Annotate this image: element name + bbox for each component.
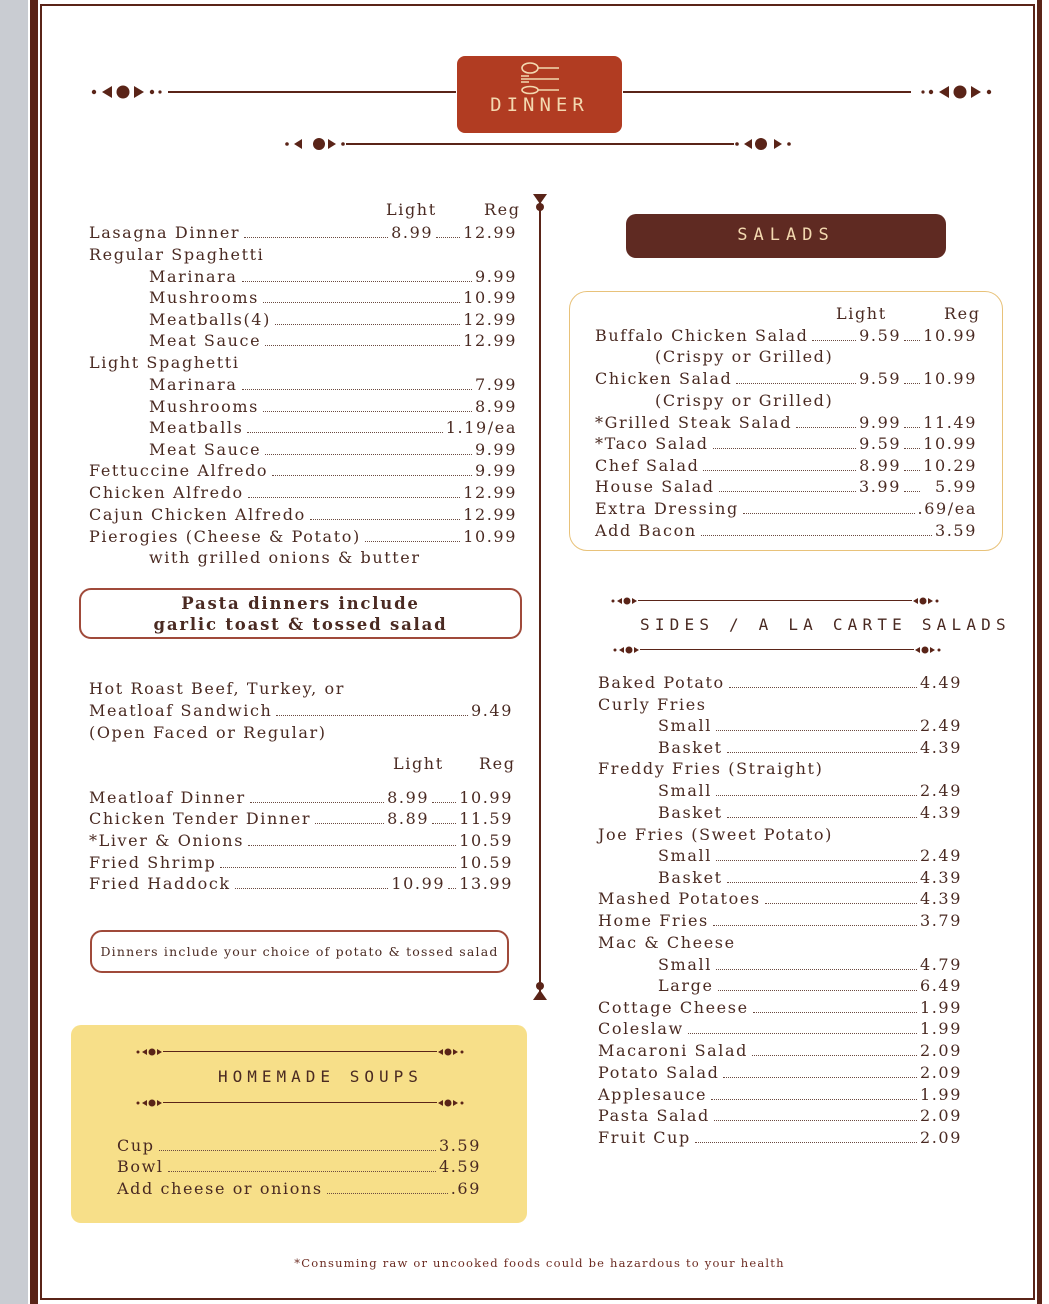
menu-item-lasagna	[89, 222, 517, 244]
flourish-icon	[912, 644, 942, 656]
flourish-icon	[910, 595, 940, 607]
item-price: 8.99	[474, 397, 517, 416]
flourish-icon	[90, 85, 180, 99]
item-name: Small	[658, 716, 712, 735]
item-name: Add Bacon	[595, 521, 697, 540]
utensils-icon	[515, 59, 565, 95]
salad-item	[595, 433, 977, 455]
item-name: Meat Sauce	[149, 331, 262, 350]
salads-badge	[626, 214, 946, 258]
item-name: Applesauce	[598, 1085, 708, 1104]
item-price: 7.99	[474, 375, 517, 394]
side-item	[598, 672, 962, 694]
header-ornament-right	[623, 86, 991, 98]
item-name: Meat Sauce	[149, 440, 262, 459]
salad-item	[595, 412, 977, 434]
side-item	[598, 1084, 962, 1106]
divider-cap-bottom-icon	[532, 978, 548, 1002]
salad-item	[595, 476, 977, 498]
item-name: *Liver & Onions	[89, 831, 244, 850]
price-reg: 10.99	[459, 788, 513, 807]
price-light: 8.99	[859, 456, 902, 475]
pasta-note-line-1: Pasta dinners include	[181, 594, 420, 613]
salads-light-header: Light	[836, 304, 887, 323]
item-name: Lasagna Dinner	[89, 223, 241, 242]
salad-item	[595, 325, 977, 347]
item-price: 9.99	[474, 440, 517, 459]
pasta-note-box	[79, 588, 522, 639]
item-name: Fruit Cup	[598, 1128, 691, 1147]
item-name: Basket	[658, 738, 723, 757]
price-light: 9.59	[859, 326, 902, 345]
menu-item	[149, 287, 517, 309]
flourish-icon	[135, 1097, 165, 1109]
item-price: 2.49	[919, 846, 962, 865]
divider-cap-top-icon	[532, 192, 548, 216]
flourish-icon	[907, 85, 997, 99]
sides-ornament-bottom	[612, 644, 942, 656]
item-name: Cottage Cheese	[598, 998, 749, 1017]
item-name: Marinara	[149, 375, 238, 394]
soups-ornament-top	[135, 1046, 465, 1058]
item-name: Fettuccine Alfredo	[89, 461, 269, 480]
price-light: 9.59	[859, 434, 902, 453]
item-price: 2.09	[919, 1063, 962, 1082]
soup-item	[117, 1135, 481, 1157]
dinner-title: DINNER	[490, 94, 589, 116]
col-reg-header: Reg	[484, 200, 521, 219]
item-price: 10.99	[463, 527, 517, 546]
menu-item	[89, 852, 513, 874]
menu-item	[89, 460, 517, 482]
menu-item	[89, 482, 517, 504]
item-price: 2.49	[919, 716, 962, 735]
item-price: 1.99	[919, 998, 962, 1017]
header-ornament-lower	[284, 138, 796, 150]
flourish-icon	[435, 1046, 465, 1058]
item-name: Meatballs	[149, 418, 244, 437]
price-light: 8.89	[387, 809, 430, 828]
item-name: Add cheese or onions	[117, 1179, 323, 1198]
item-name: *Taco Salad	[595, 434, 709, 453]
dinner-badge	[457, 56, 622, 133]
side-item	[598, 910, 962, 932]
side-item	[658, 975, 962, 997]
side-item	[598, 1040, 962, 1062]
menu-item	[149, 417, 517, 439]
price-reg: 11.49	[923, 413, 977, 432]
column-divider	[539, 196, 541, 996]
item-name: Home Fries	[598, 911, 709, 930]
item-name: Chicken Tender Dinner	[89, 809, 312, 828]
menu-item	[89, 504, 517, 526]
item-name: House Salad	[595, 477, 715, 496]
item-name: Chicken Salad	[595, 369, 733, 388]
price-reg: 10.99	[923, 369, 977, 388]
price-reg: 5.99	[934, 477, 977, 496]
flourish-icon	[435, 1097, 465, 1109]
item-name: Basket	[658, 803, 723, 822]
menu-item-sandwich	[89, 700, 513, 722]
price-reg: 12.99	[463, 223, 517, 242]
flourish-icon	[135, 1046, 165, 1058]
item-price: 4.49	[919, 673, 962, 692]
item-name: Pierogies (Cheese & Potato)	[89, 527, 361, 546]
category-light-spaghetti: Light Spaghetti	[89, 353, 240, 372]
item-name: Chicken Alfredo	[89, 483, 244, 502]
item-price: 12.99	[463, 483, 517, 502]
soup-item	[117, 1156, 481, 1178]
side-item	[658, 780, 962, 802]
item-price: 3.59	[438, 1136, 481, 1155]
menu-item	[89, 787, 513, 809]
item-name: Fried Haddock	[89, 874, 231, 893]
menu-item	[89, 808, 513, 830]
sides-ornament-top	[610, 595, 940, 607]
item-price: .69	[450, 1179, 481, 1198]
item-name: Buffalo Chicken Salad	[595, 326, 809, 345]
price-light: 8.99	[391, 223, 434, 242]
page-edge	[0, 0, 28, 1304]
item-price: 10.59	[459, 831, 513, 850]
item-price: 12.99	[463, 310, 517, 329]
salads-reg-header: Reg	[944, 304, 981, 323]
item-name: Chef Salad	[595, 456, 700, 475]
menu-item	[89, 526, 517, 548]
item-name: Extra Dressing	[595, 499, 739, 518]
side-item	[598, 997, 962, 1019]
menu-item	[149, 266, 517, 288]
item-price: 2.09	[919, 1106, 962, 1125]
salad-item	[595, 498, 977, 520]
item-price: 12.99	[463, 331, 517, 350]
col2-light-header: Light	[393, 754, 444, 773]
soups-title: HOMEMADE SOUPS	[218, 1067, 423, 1086]
pierogies-note: with grilled onions & butter	[149, 548, 421, 567]
side-category: Curly Fries	[598, 695, 707, 714]
item-name: Marinara	[149, 267, 238, 286]
item-price: 4.39	[919, 738, 962, 757]
category-regular-spaghetti: Regular Spaghetti	[89, 245, 265, 264]
menu-item	[149, 330, 517, 352]
item-name: Meatloaf Dinner	[89, 788, 246, 807]
menu-item	[149, 374, 517, 396]
item-price: 4.79	[919, 955, 962, 974]
item-price: 2.09	[919, 1128, 962, 1147]
item-name: Fried Shrimp	[89, 853, 217, 872]
side-item	[658, 867, 962, 889]
item-name: Mushrooms	[149, 397, 259, 416]
price-light: 8.99	[387, 788, 430, 807]
menu-item	[149, 439, 517, 461]
item-name: Cup	[117, 1136, 155, 1155]
flourish-icon	[612, 644, 642, 656]
item-name: Meatloaf Sandwich	[89, 701, 273, 720]
item-price: 9.99	[474, 461, 517, 480]
side-item	[658, 845, 962, 867]
item-price: 12.99	[463, 505, 517, 524]
item-name: Mashed Potatoes	[598, 889, 761, 908]
flourish-icon	[610, 595, 640, 607]
sides-title: SIDES / A LA CARTE SALADS	[640, 615, 1011, 634]
side-item	[658, 802, 962, 824]
item-name: *Grilled Steak Salad	[595, 413, 793, 432]
menu-item	[149, 396, 517, 418]
sandwich-line-1: Hot Roast Beef, Turkey, or	[89, 679, 346, 698]
side-item	[658, 737, 962, 759]
item-price: 9.99	[474, 267, 517, 286]
price-reg: 13.99	[459, 874, 513, 893]
item-price: 2.49	[919, 781, 962, 800]
price-light: 9.59	[859, 369, 902, 388]
salad-item	[595, 520, 977, 542]
sandwich-line-3: (Open Faced or Regular)	[89, 723, 327, 742]
item-price: 10.59	[459, 853, 513, 872]
price-reg: 10.29	[923, 456, 977, 475]
item-price: 4.59	[438, 1157, 481, 1176]
item-price: 1.99	[919, 1019, 962, 1038]
salads-title: SALADS	[737, 225, 835, 245]
item-name: Macaroni Salad	[598, 1041, 749, 1060]
item-name: Mushrooms	[149, 288, 259, 307]
salad-item	[595, 368, 977, 390]
item-name: Coleslaw	[598, 1019, 684, 1038]
dinner-note: Dinners include your choice of potato & tossed salad	[100, 944, 499, 959]
item-name: Cajun Chicken Alfredo	[89, 505, 306, 524]
price-light: 3.99	[858, 477, 901, 496]
salad-note: (Crispy or Grilled)	[655, 347, 834, 366]
side-item	[598, 1105, 962, 1127]
price-reg: 10.99	[923, 326, 977, 345]
item-price: 1.19/ea	[445, 418, 517, 437]
item-price: 10.99	[463, 288, 517, 307]
price-light: 10.99	[391, 874, 446, 893]
item-price: 4.39	[919, 803, 962, 822]
item-price: 4.39	[919, 868, 962, 887]
menu-item	[89, 873, 513, 895]
item-name: Bowl	[117, 1157, 164, 1176]
item-price: 3.59	[934, 521, 977, 540]
side-item	[658, 715, 962, 737]
col-light-header: Light	[386, 200, 437, 219]
header-ornament-left	[90, 86, 456, 98]
item-name: Small	[658, 846, 712, 865]
flourish-icon	[284, 137, 354, 151]
item-price: .69/ea	[917, 499, 977, 518]
item-name: Baked Potato	[598, 673, 725, 692]
item-name: Small	[658, 955, 712, 974]
price-light: 9.99	[859, 413, 902, 432]
item-name: Potato Salad	[598, 1063, 720, 1082]
side-category: Freddy Fries (Straight)	[598, 759, 824, 778]
col2-reg-header: Reg	[479, 754, 516, 773]
price-reg: 11.59	[459, 809, 513, 828]
side-item	[598, 1127, 962, 1149]
item-price: 4.39	[919, 889, 962, 908]
item-name: Small	[658, 781, 712, 800]
soup-item	[117, 1178, 481, 1200]
side-item	[658, 954, 962, 976]
price-reg: 10.99	[923, 434, 977, 453]
item-name: Basket	[658, 868, 723, 887]
item-name: Meatballs(4)	[149, 310, 271, 329]
item-price: 2.09	[919, 1041, 962, 1060]
side-item	[598, 1062, 962, 1084]
side-item	[598, 1018, 962, 1040]
item-price: 3.79	[919, 911, 962, 930]
item-price: 1.99	[919, 1085, 962, 1104]
item-name: Pasta Salad	[598, 1106, 710, 1125]
side-category: Joe Fries (Sweet Potato)	[598, 825, 834, 844]
flourish-icon	[730, 137, 800, 151]
side-item	[598, 888, 962, 910]
item-name: Large	[658, 976, 714, 995]
soups-ornament-bottom	[135, 1097, 465, 1109]
side-category: Mac & Cheese	[598, 933, 736, 952]
menu-item	[149, 309, 517, 331]
item-price: 6.49	[919, 976, 962, 995]
menu-item	[89, 830, 513, 852]
salad-item	[595, 455, 977, 477]
pasta-note-line-2: garlic toast & tossed salad	[153, 615, 448, 634]
item-price: 9.49	[470, 701, 513, 720]
salad-note: (Crispy or Grilled)	[655, 391, 834, 410]
health-footnote: *Consuming raw or uncooked foods could be hazardous to your health	[294, 1256, 785, 1270]
dinner-note-box	[90, 930, 509, 973]
